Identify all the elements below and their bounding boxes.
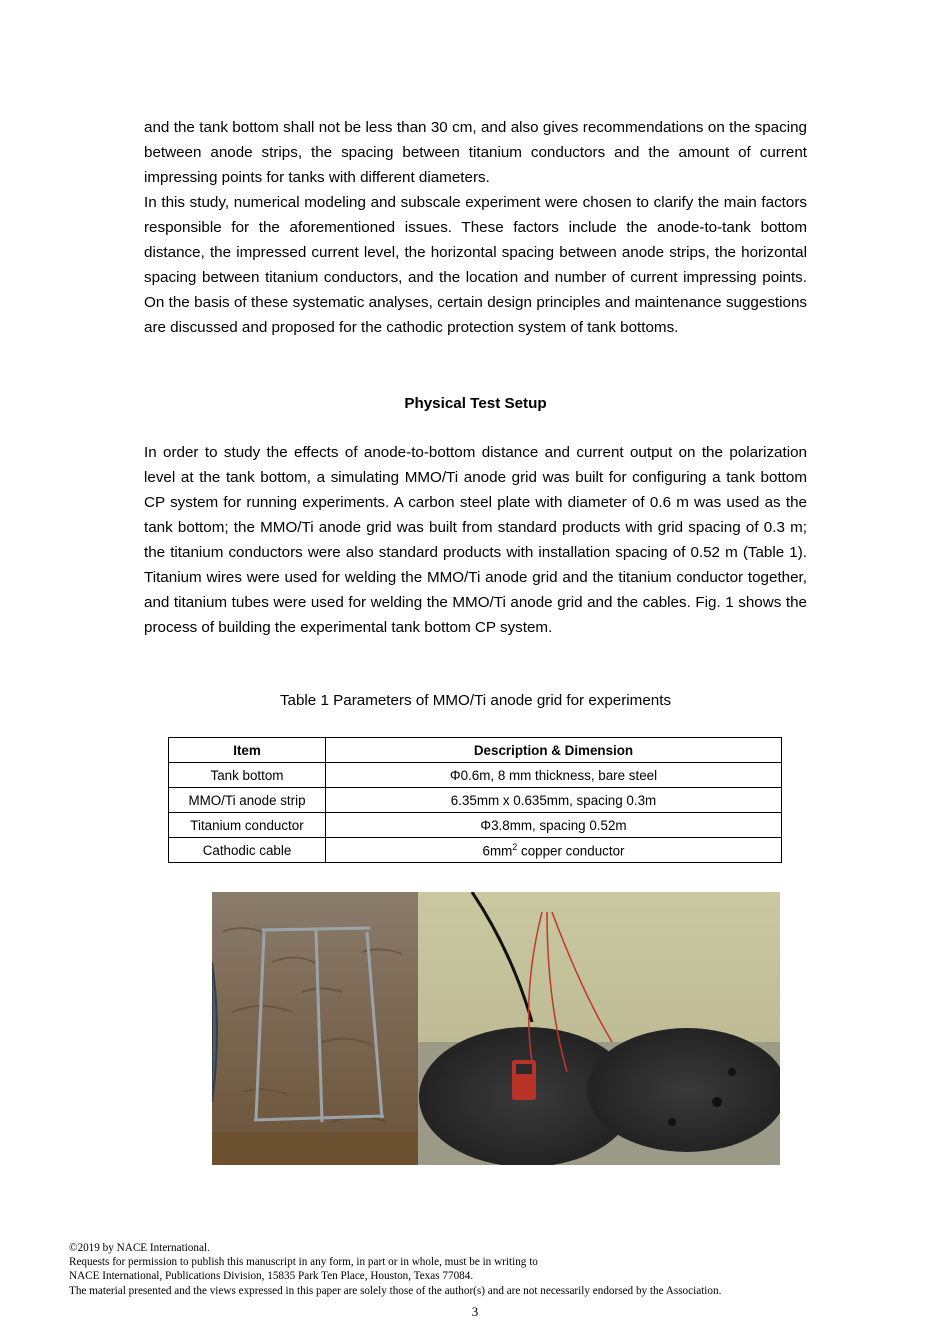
paragraph-intro-continued: and the tank bottom shall not be less than 30 cm, and also gives recommendations on the spacing between anode strips, the spacing between titanium conductors and the amount of current impressing points for tanks with different diameters. [144,119,807,186]
cell-item: Cathodic cable [169,838,326,863]
paragraph-study-scope: In this study, numerical modeling and subscale experiment were chosen to clarify the main factors responsible for the aforementioned issues. These factors include the anode-to-tank bottom distance, the impressed current level, the horizontal spacing between anode strips, the horizontal spacing between titanium conductors, and the location and number of current impressing points. On the basis of these systematic analyses, certain design principles and maintenance suggestions are discussed and proposed for the cathodic protection system of tank bottoms. [144,194,807,336]
cell-description: Φ3.8mm, spacing 0.52m [326,813,782,838]
paragraph-test-setup: In order to study the effects of anode-to-bottom distance and current output on the polarization level at the tank bottom, a simulating MMO/Ti anode grid was built for configuring a tank bottom CP system for running experiments. A carbon steel plate with diameter of 0.6 m was used as the tank bottom; the MMO/Ti anode grid was built from standard products with grid spacing of 0.3 m; the titanium conductors were also standard products with installation spacing of 0.52 m (Table 1). Titanium wires were used for welding the MMO/Ti anode grid and the titanium conductor together, and titanium tubes were used for welding the MMO/Ti anode grid and the cables. Fig. 1 shows the process of building the experimental tank bottom CP system. [144,444,807,636]
cell-description: Φ0.6m, 8 mm thickness, bare steel [326,763,782,788]
table-caption: Table 1 Parameters of MMO/Ti anode grid for experiments [279,692,672,709]
table-row [169,788,782,813]
cable-size: 6mm [482,843,513,859]
table-row [169,813,782,838]
footer [69,1241,889,1298]
cell-item: Tank bottom [169,763,326,788]
header-item: Item [169,738,326,763]
table-row [169,838,782,863]
experiment-photo-figure [212,892,780,1165]
cell-item: MMO/Ti anode strip [169,788,326,813]
permission-line: Requests for permission to publish this manuscript in any form, in part or in whole, must be in writing to [69,1256,538,1269]
page-number: 3 [471,1304,479,1319]
right-photo-tank-plates [418,892,780,1165]
cell-item: Titanium conductor [169,813,326,838]
table-row [169,763,782,788]
section-heading: Physical Test Setup [404,395,547,412]
table-header-row [169,738,782,763]
copyright-line: ©2019 by NACE International. [69,1242,210,1254]
left-photo-sand-grid [212,892,418,1165]
address-line: NACE International, Publications Division, 15835 Park Ten Place, Houston, Texas 77084. [69,1270,474,1283]
cell-description [326,838,782,863]
disclaimer-line: The material presented and the views expressed in this paper are solely those of the author(s) and are not necessarily endorsed by the Association. [69,1284,722,1297]
parameters-table [168,737,782,863]
header-description: Description & Dimension [326,738,782,763]
cable-type: copper conductor [517,843,625,859]
superscript-two: 2 [512,841,518,852]
cell-description: 6.35mm x 0.635mm, spacing 0.3m [326,788,782,813]
